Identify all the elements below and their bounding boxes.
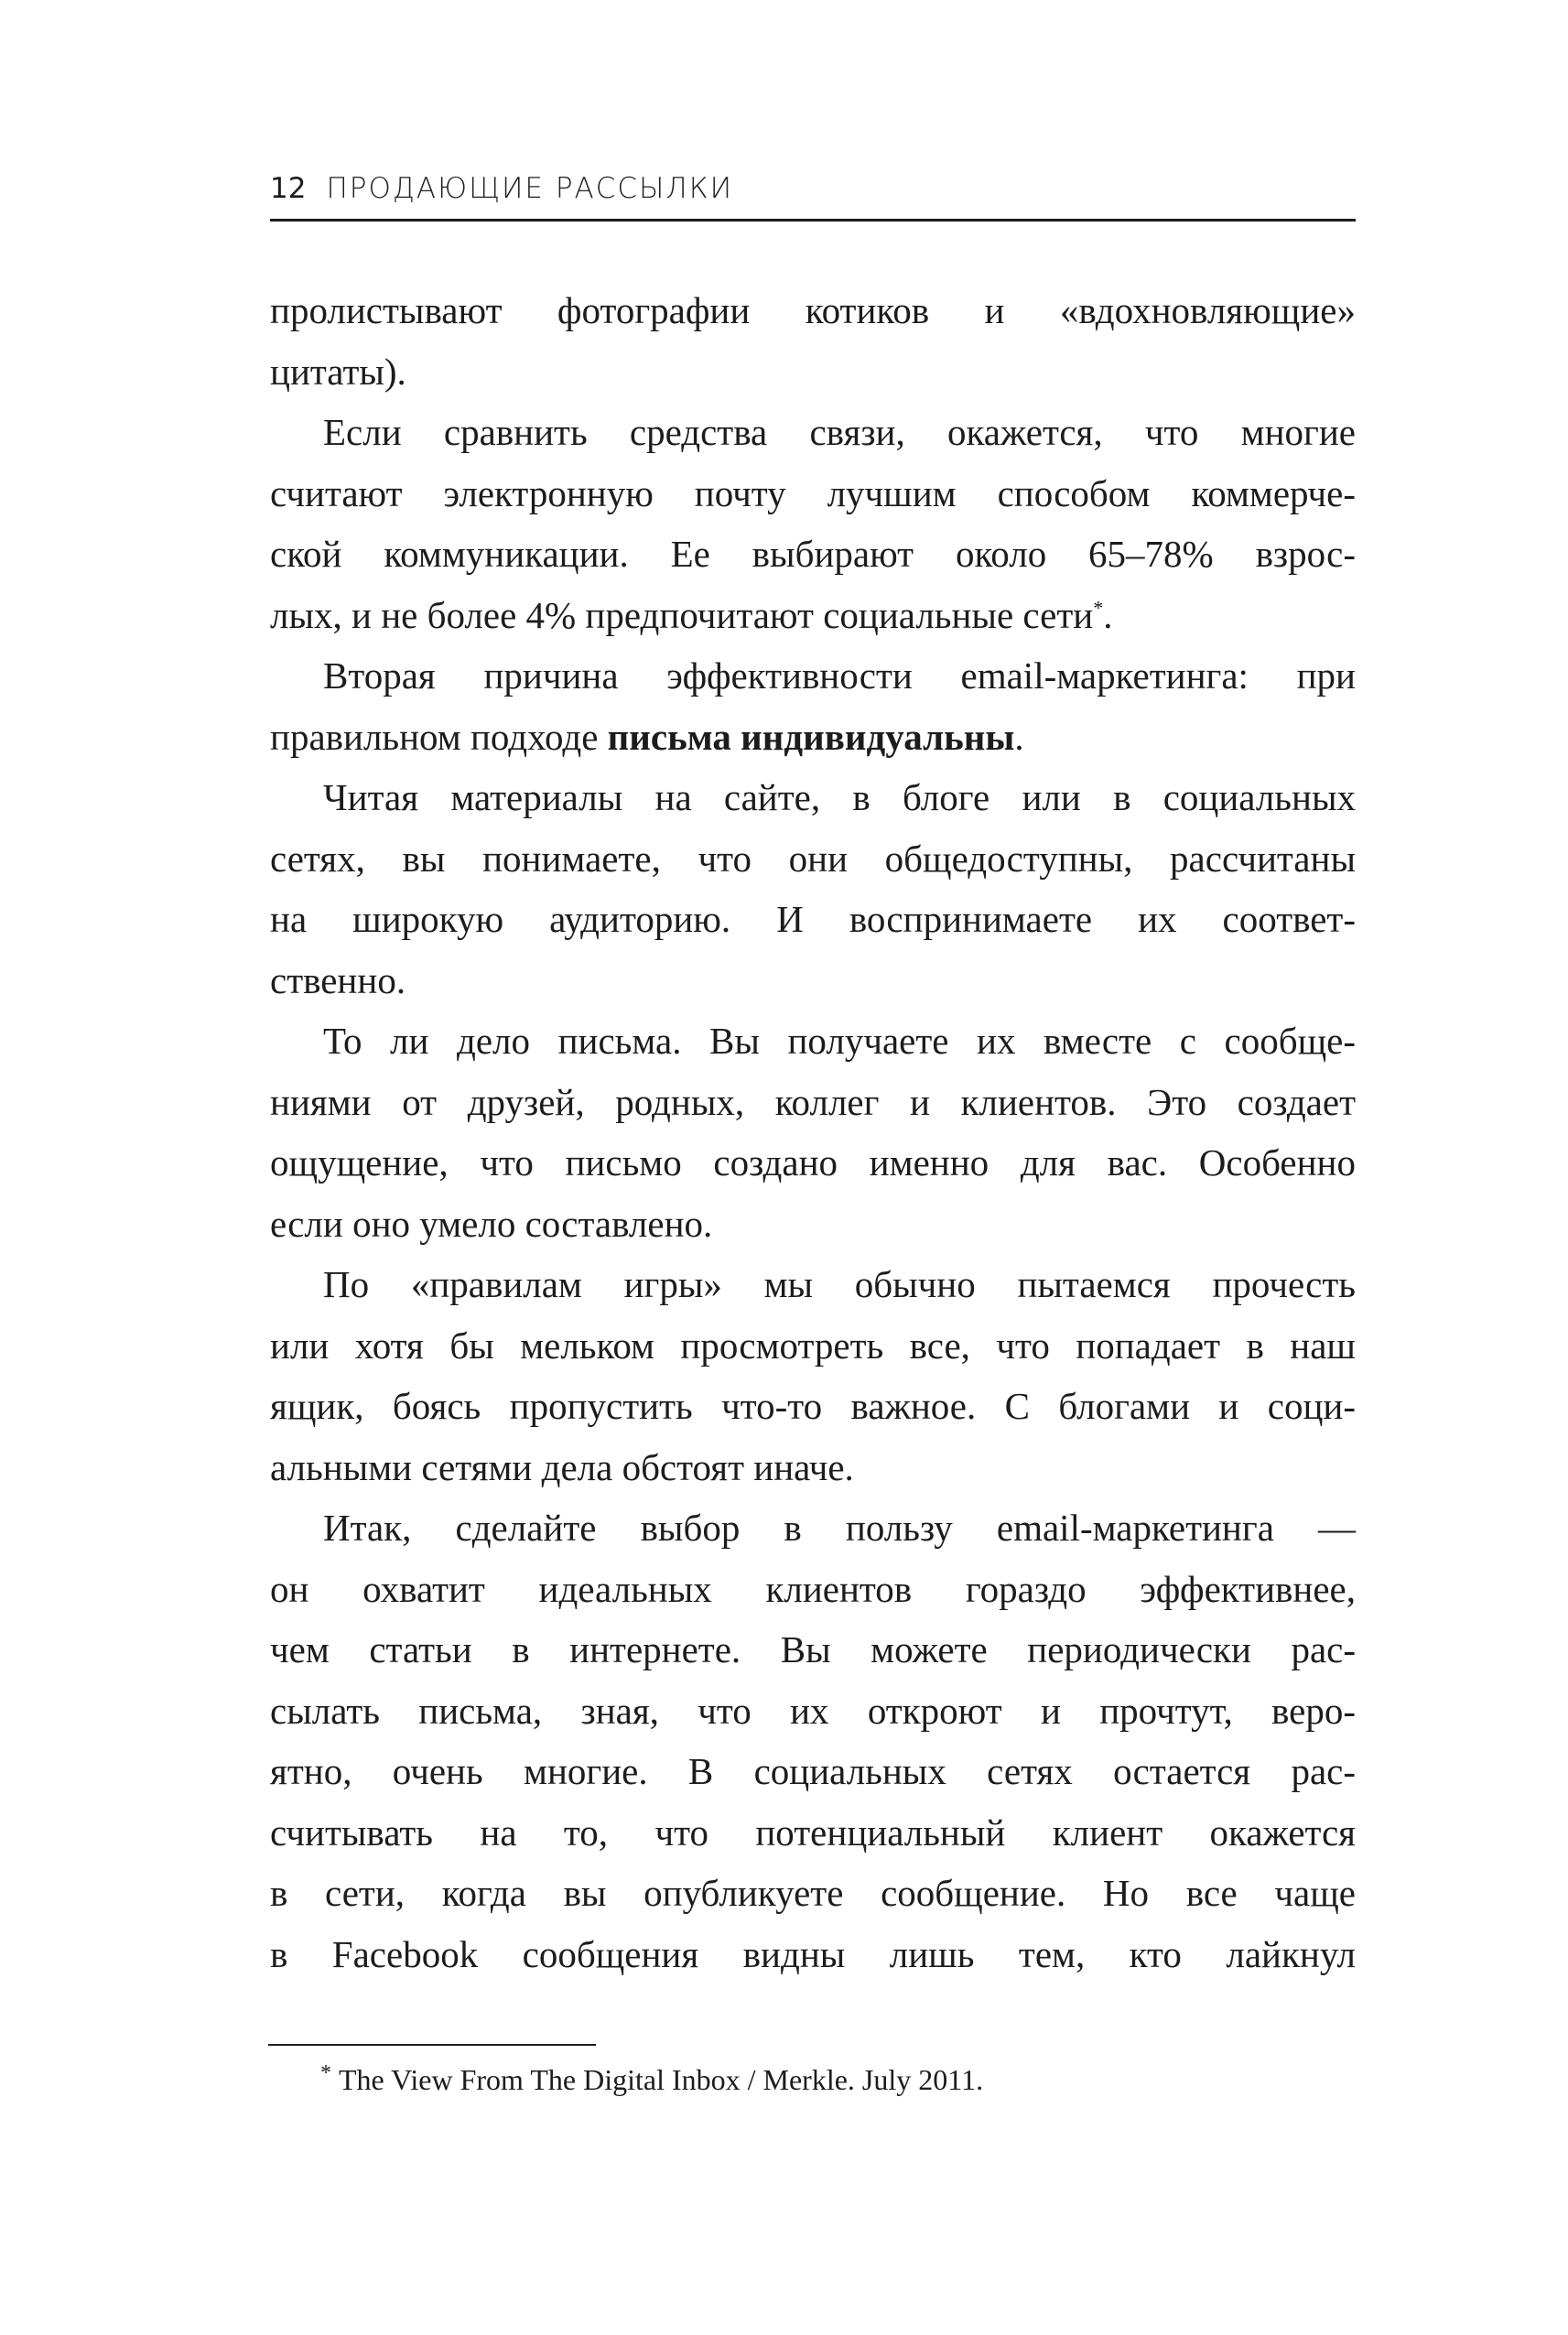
text-line: если оно умело составлено. <box>270 1202 713 1245</box>
footnote-text: The View From The Digital Inbox / Merkle. July 2011. <box>339 2063 984 2096</box>
header-rule <box>270 219 1356 222</box>
footnote-mark: * <box>320 2061 331 2085</box>
text-line: Читая материалы на сайте, в блоге или в социальных <box>323 776 1356 818</box>
text-line: считают электронную почту лучшим способом коммерче- <box>270 471 1356 514</box>
text-line: По «правилам игры» мы обычно пытаемся прочесть <box>323 1263 1356 1305</box>
text-line: он охватит идеальных клиентов гораздо эффективнее, <box>270 1567 1356 1610</box>
text-line: на широкую аудиторию. И воспринимаете их соответ- <box>270 898 1356 940</box>
text-line <box>270 585 1356 646</box>
running-title: ПРОДАЮЩИЕ РАССЫЛКИ <box>326 172 733 205</box>
text-segment: лых, и не более 4% предпочитают социальные сети <box>270 593 1094 636</box>
text-line: ятно, очень многие. В социальных сетях остается рас- <box>270 1750 1356 1792</box>
text-line: Если сравнить средства связи, окажется, что многие <box>323 411 1356 453</box>
text-line: То ли дело письма. Вы получаете их вместе с сообще- <box>323 1020 1356 1062</box>
footnote-reference[interactable]: * <box>1093 595 1104 619</box>
text-line: ящик, боясь пропустить что-то важное. С блогами и соци- <box>270 1385 1356 1427</box>
text-line: Итак, сделайте выбор в пользу email-маркетинга — <box>323 1507 1356 1549</box>
text-line: в сети, когда вы опубликуете сообщение. Но все чаще <box>270 1872 1356 1914</box>
text-line: чем статьи в интернете. Вы можете периодически рас- <box>270 1628 1356 1670</box>
bold-phrase: письма индивидуальны <box>607 715 1015 758</box>
text-segment: правильном подходе <box>270 715 608 758</box>
text-line: Вторая причина эффективности email-маркетинга: при <box>323 654 1356 697</box>
body-text <box>270 280 1356 1984</box>
running-header <box>270 170 1356 207</box>
text-line: в Facebook сообщения видны лишь тем, кто лайкнул <box>270 1932 1356 1975</box>
text-line: цитаты). <box>270 350 406 393</box>
text-line: сетях, вы понимаете, что они общедоступны, рассчитаны <box>270 837 1356 880</box>
text-line: альными сетями дела обстоят иначе. <box>270 1445 854 1488</box>
page-number: 12 <box>270 172 307 205</box>
text-segment: . <box>1014 715 1024 758</box>
footnote-rule <box>268 2044 596 2046</box>
text-line: или хотя бы мельком просмотреть все, что попадает в наш <box>270 1324 1356 1367</box>
text-line: считывать на то, что потенциальный клиент окажется <box>270 1811 1356 1854</box>
footnote <box>320 2059 983 2100</box>
text-line: ощущение, что письмо создано именно для вас. Особенно <box>270 1141 1356 1184</box>
text-line: ниями от друзей, родных, коллег и клиентов. Это создает <box>270 1080 1356 1123</box>
text-line: ской коммуникации. Ее выбирают около 65–78% взрос- <box>270 533 1356 575</box>
text-line <box>270 707 1356 768</box>
text-line: ственно. <box>270 958 406 1001</box>
text-line: пролистывают фотографии котиков и «вдохновляющие» <box>270 289 1356 331</box>
text-line: сылать письма, зная, что их откроют и прочтут, веро- <box>270 1689 1356 1732</box>
text-segment: . <box>1103 593 1113 636</box>
